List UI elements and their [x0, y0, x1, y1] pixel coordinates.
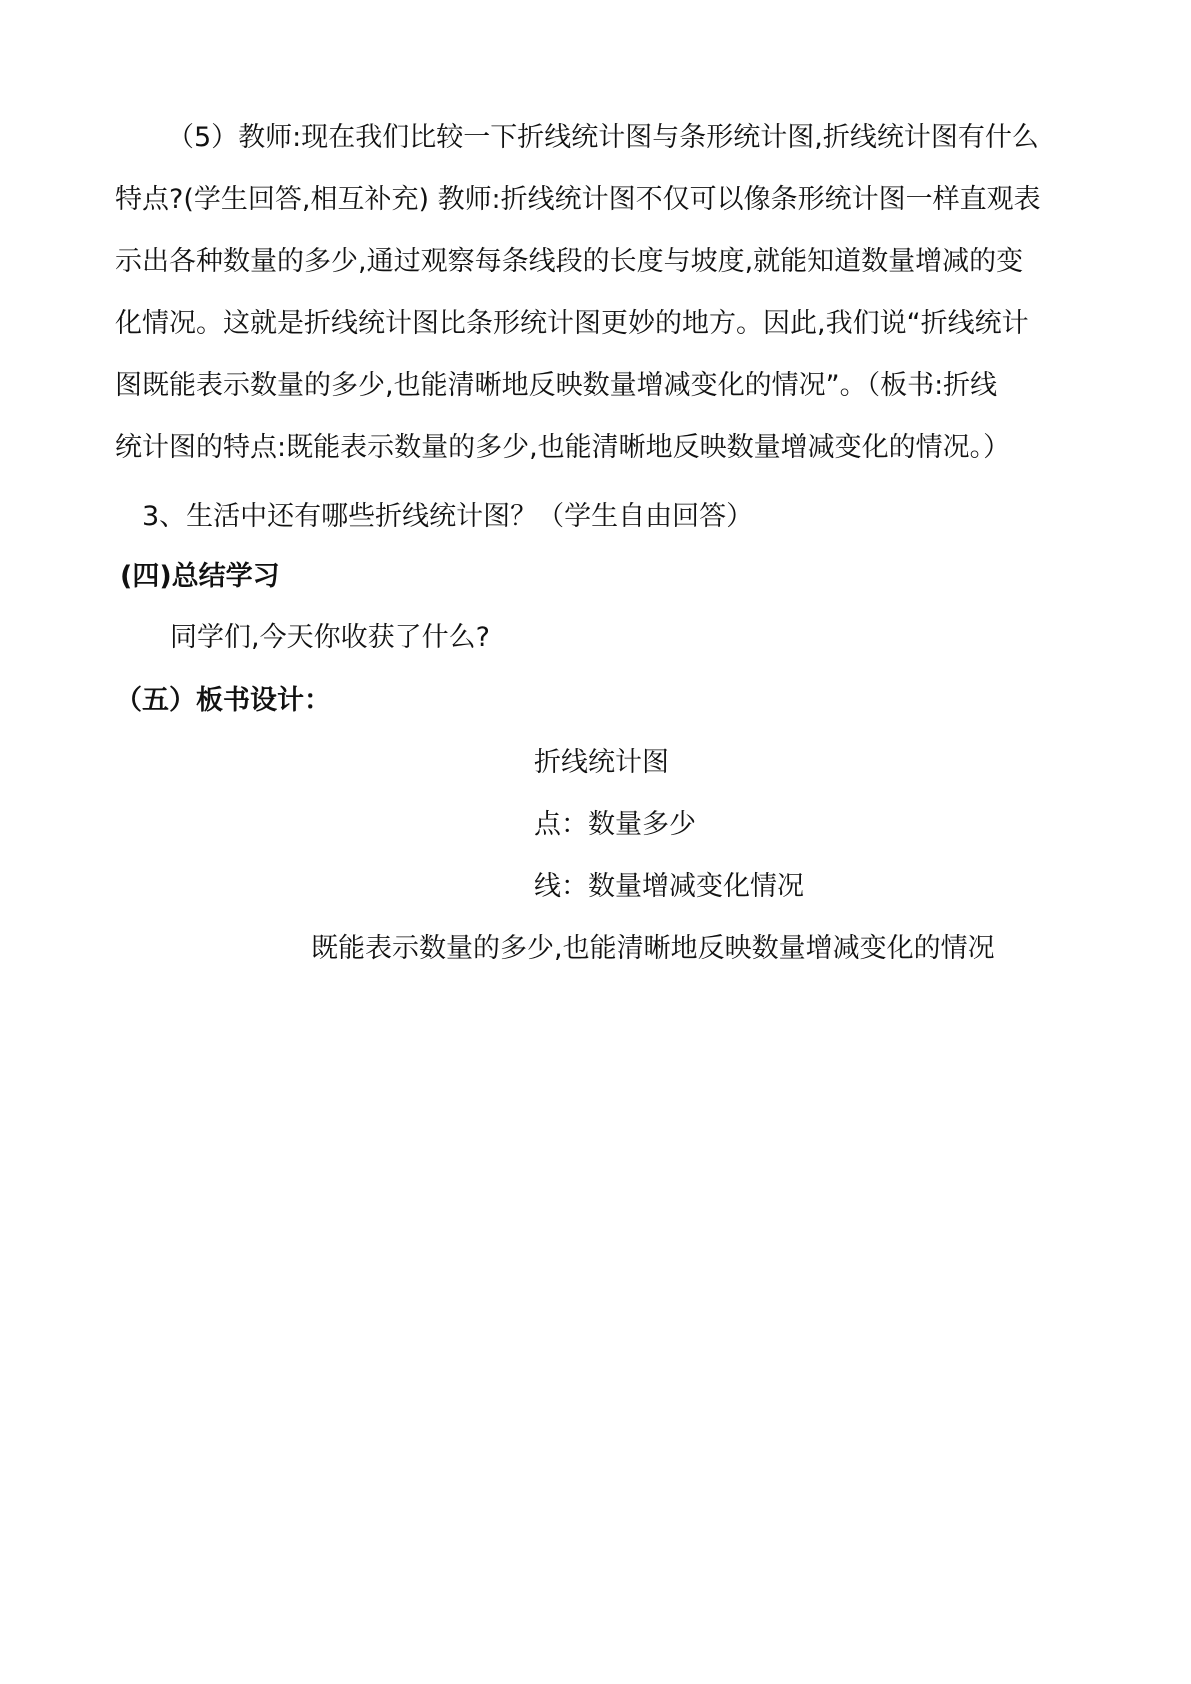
board-title: 折线统计图: [534, 747, 669, 778]
section-heading-board-design: （五）板书设计：: [115, 685, 331, 716]
board-summary: 既能表示数量的多少,也能清晰地反映数量增减变化的情况: [311, 933, 995, 964]
paragraph-line: 统计图的特点:既能表示数量的多少,也能清晰地反映数量增减变化的情况。）: [115, 432, 1011, 463]
paragraph-line: 图既能表示数量的多少,也能清晰地反映数量增减变化的情况”。（板书:折线: [115, 370, 998, 401]
paragraph-line: 特点?(学生回答,相互补充) 教师:折线统计图不仅可以像条形统计图一样直观表: [115, 184, 1041, 215]
paragraph-teacher-comparison: [115, 107, 1080, 479]
question-item-3: 3、生活中还有哪些折线统计图？（学生自由回答）: [142, 501, 754, 532]
board-point: 点：数量多少: [534, 809, 696, 840]
summary-question: 同学们,今天你收获了什么?: [170, 622, 490, 653]
board-line: 线：数量增减变化情况: [534, 871, 804, 902]
section-heading-summary: (四)总结学习: [120, 561, 280, 592]
paragraph-line: 化情况。这就是折线统计图比条形统计图更妙的地方。因此,我们说“折线统计: [115, 308, 1029, 339]
paragraph-line: 示出各种数量的多少,通过观察每条线段的长度与坡度,就能知道数量增减的变: [115, 246, 1024, 277]
paragraph-line: （5）教师:现在我们比较一下折线统计图与条形统计图,折线统计图有什么: [167, 122, 1039, 153]
